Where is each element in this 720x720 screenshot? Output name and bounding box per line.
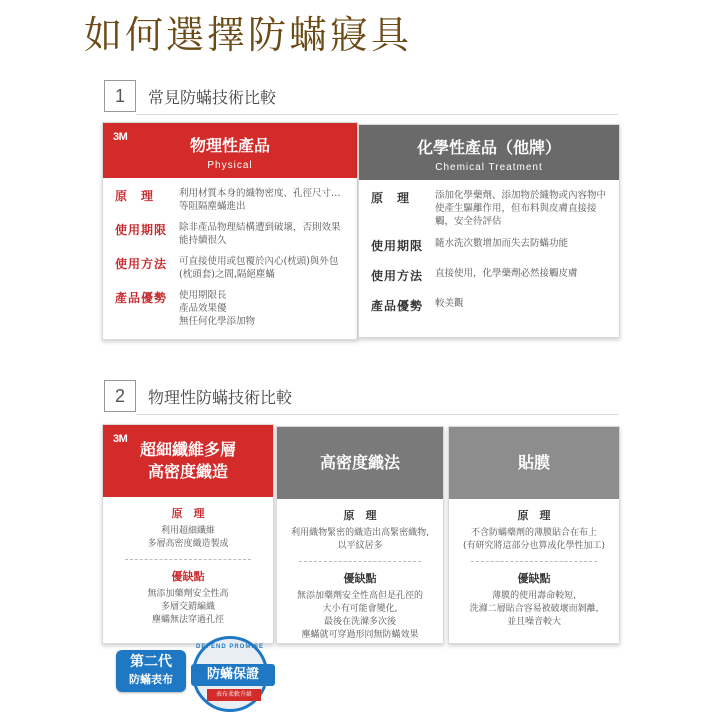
section-2-divider (136, 414, 618, 415)
physical-row-usage (115, 255, 347, 281)
row-text: 直接使用，化學藥劑必然接觸皮膚 (435, 268, 578, 279)
row-label: 原 理 (115, 189, 155, 203)
pros-cons-text: 無添加藥劑安全性高但是孔徑的 大小有可能會變化, 最後在洗滌多次後 塵蟎就可穿過形同無防蟎效果 (296, 591, 423, 640)
3m-logo: 3M (113, 433, 128, 445)
row-label: 使用期限 (115, 223, 168, 237)
film-card-header (449, 427, 619, 499)
card-divider (125, 559, 251, 560)
high-density-card-header (277, 427, 443, 499)
pros-cons-label: 優缺點 (171, 570, 205, 583)
microfiber-card-header (103, 425, 273, 497)
3m-logo: 3M (113, 131, 128, 143)
section-2-heading (104, 378, 292, 414)
row-label: 產品優勢 (115, 291, 168, 305)
film-card-title: 貼膜 (517, 453, 550, 472)
row-label: 產品優勢 (371, 299, 424, 313)
chemical-card-header (359, 125, 619, 180)
section-1-heading (104, 78, 276, 114)
physical-product-card (102, 122, 358, 340)
principle-label: 原 理 (343, 509, 377, 522)
row-text: 除非產品物理結構遭到破壞，否則效果能持續很久 (179, 222, 341, 246)
pros-cons-text: 無添加藥劑安全性高 多層交錯編織 塵蟎無法穿過孔徑 (147, 589, 229, 625)
section-1-divider (136, 114, 618, 115)
film-card-body (449, 507, 619, 629)
row-text: 隨水洗次數增加而失去防蟎功能 (435, 238, 569, 249)
chemical-row-usage (371, 267, 609, 284)
chemical-row-advantage (371, 297, 609, 314)
pros-cons-label: 優缺點 (343, 572, 377, 585)
row-text: 較美觀 (435, 298, 464, 309)
pros-cons-text: 薄膜的使用壽命較短, 洗滌二層貼合容易被破壞而剝離, 並且噪音較大 (469, 591, 599, 627)
principle-text: 不含防蟎藥劑的薄膜貼合在布上 (有研究將這部分也算成化學性加工) (462, 528, 606, 551)
principle-text: 利用織物緊密的織造出高緊密織物, 以平紋居多 (291, 528, 429, 551)
principle-text: 利用超細纖維 多層高密度織造製成 (147, 526, 229, 549)
physical-row-lifespan (115, 221, 347, 247)
physical-card-header (103, 123, 357, 178)
page-title: 如何選擇防蟎寢具 (84, 13, 413, 57)
high-density-card-body (277, 507, 443, 642)
chemical-card-title: 化學性產品（他牌） (416, 138, 561, 157)
badge-line-1: 第二代 (130, 654, 172, 670)
microfiber-card-body (103, 505, 273, 627)
physical-card-subtitle: Physical (207, 160, 253, 171)
pros-cons-label: 優缺點 (517, 572, 551, 585)
principle-label: 原 理 (517, 509, 551, 522)
row-text: 可直接使用或包覆於內心(枕頭)與外包(枕頭套)之間,隔絕塵蟎 (179, 256, 339, 280)
microfiber-card (102, 424, 274, 644)
row-text: 使用期限長 產品效果優 無任何化學添加物 (179, 290, 256, 327)
chemical-card-subtitle: Chemical Treatment (435, 162, 543, 173)
card-divider (471, 561, 597, 562)
row-label: 原 理 (371, 191, 411, 205)
chemical-product-card (358, 124, 620, 338)
mite-guarantee-seal (192, 636, 268, 712)
physical-row-advantage (115, 289, 347, 328)
high-density-weave-card (276, 426, 444, 644)
second-generation-badge (116, 650, 186, 692)
section-1-title: 常見防蟎技術比較 (148, 87, 277, 107)
row-text: 添加化學藥劑、添加物於織物或內容物中使產生驅離作用，但布料與皮膚直接接觸，安全待評估 (435, 190, 607, 227)
physical-card-title: 物理性產品 (189, 136, 270, 155)
chemical-row-principle (371, 189, 609, 228)
seal-main-text: 防蟎保證 (191, 664, 275, 686)
section-1-number: 1 (104, 80, 136, 112)
film-card (448, 426, 620, 644)
seal-arc-text: DEFEND PROMISE (195, 644, 264, 650)
physical-row-principle (115, 187, 347, 213)
row-label: 使用方法 (115, 257, 168, 271)
high-density-card-title: 高密度織法 (319, 453, 400, 472)
section-2-number: 2 (104, 380, 136, 412)
principle-label: 原 理 (171, 507, 205, 520)
microfiber-card-title: 超細纖維多層 高密度織造 (139, 440, 236, 481)
row-text: 利用材質本身的織物密度、孔徑尺寸…等阻隔塵蟎進出 (179, 188, 341, 212)
section-2-title: 物理性防蟎技術比較 (148, 387, 293, 407)
row-label: 使用期限 (371, 239, 424, 253)
seal-ribbon-text: 表布柔軟升級 (207, 689, 261, 701)
card-divider (299, 561, 422, 562)
badge-line-2: 防蟎表布 (129, 673, 173, 686)
row-label: 使用方法 (371, 269, 424, 283)
chemical-row-lifespan (371, 237, 609, 254)
